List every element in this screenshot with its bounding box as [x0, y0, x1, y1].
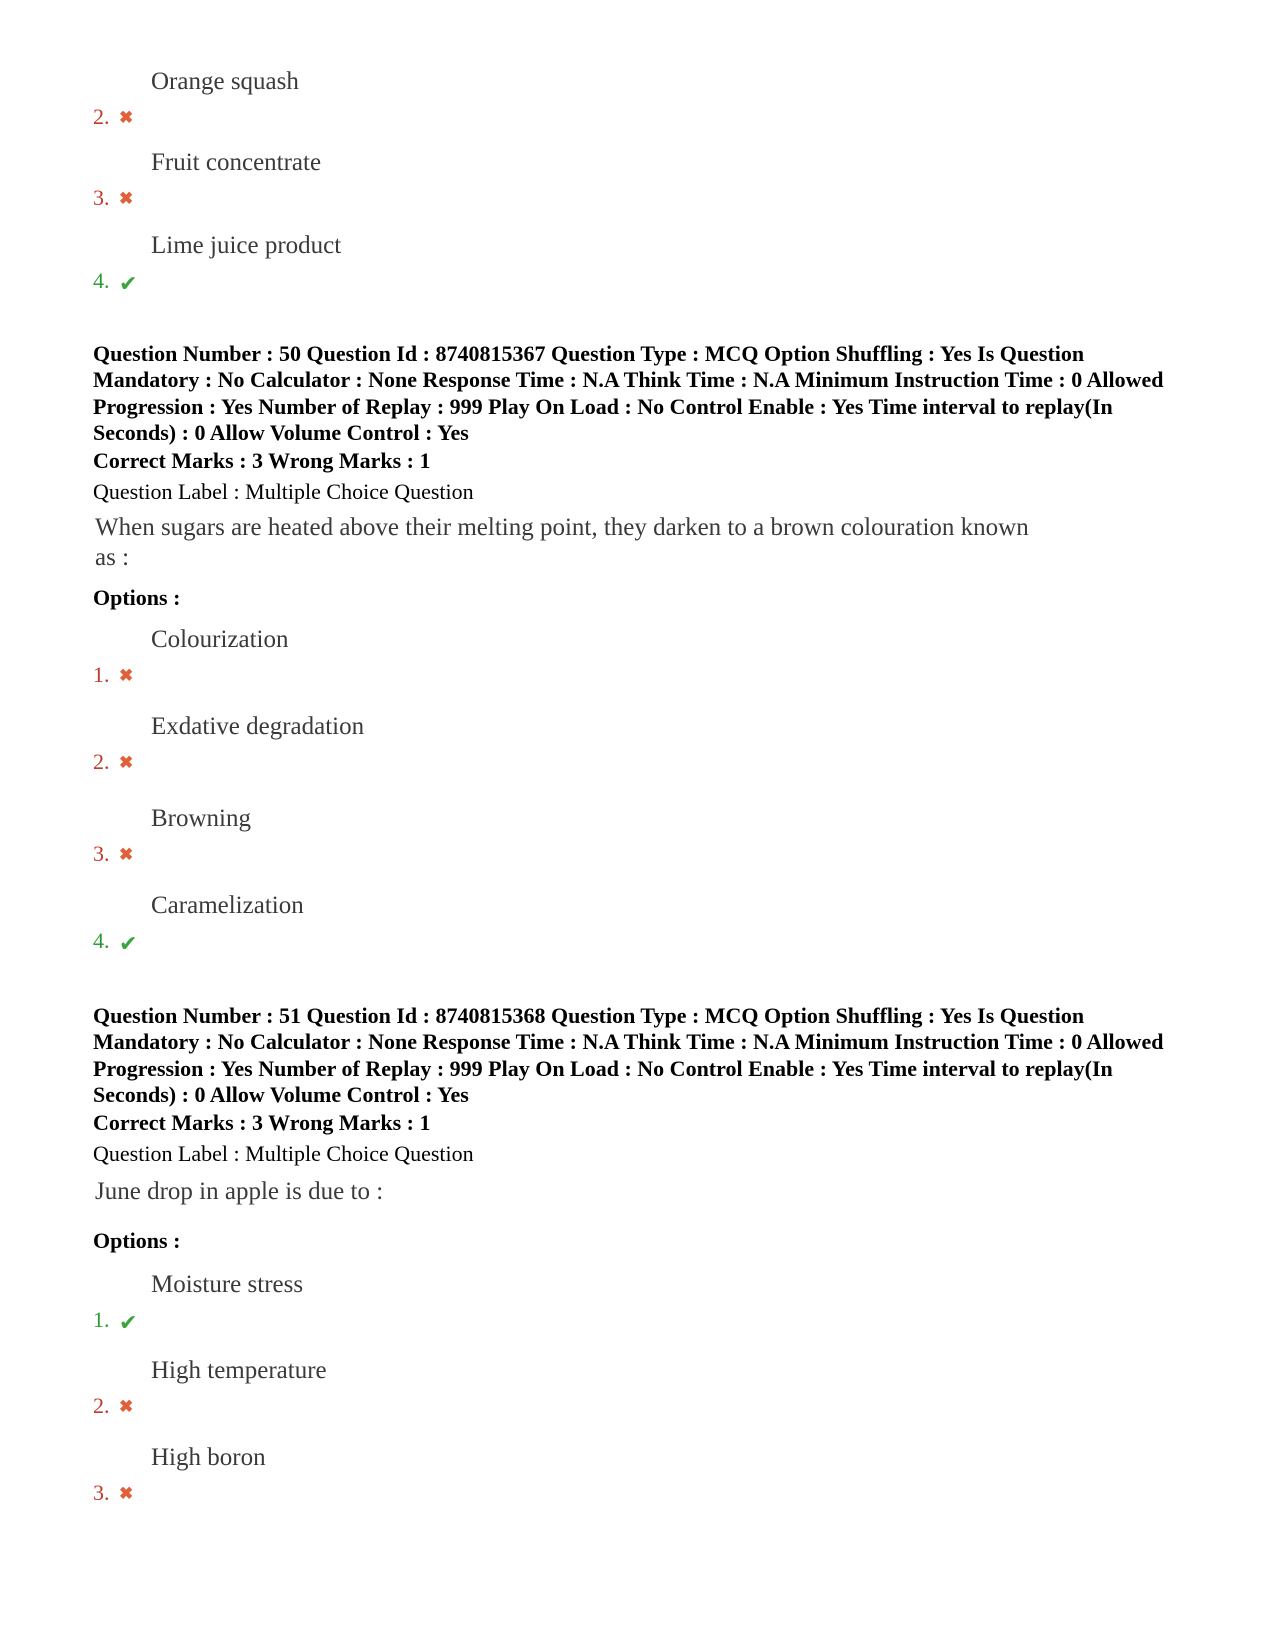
cross-icon: ✖ — [119, 845, 134, 864]
option-number: 4. — [93, 268, 110, 293]
option-text: High temperature — [151, 1357, 327, 1384]
option-item — [93, 1357, 793, 1417]
question-text: When sugars are heated above their melting point, they darken to a brown colouration known as : — [95, 514, 1029, 571]
question-label: Question Label : Multiple Choice Question — [93, 1141, 474, 1166]
option-text: Exdative degradation — [151, 713, 365, 740]
option-number: 1. — [93, 662, 110, 687]
option-number: 2. — [93, 749, 110, 774]
option-text: High boron — [151, 1444, 266, 1471]
question-text: June drop in apple is due to : — [95, 1178, 384, 1205]
option-item — [93, 68, 793, 128]
options-heading: Options : — [93, 1228, 181, 1253]
option-text: Lime juice product — [151, 232, 342, 259]
option-text: Orange squash — [151, 68, 299, 95]
option-item — [93, 1271, 793, 1335]
question-marks: Correct Marks : 3 Wrong Marks : 1 — [93, 448, 431, 473]
question-meta: Question Number : 50 Question Id : 8740815367 Question Type : MCQ Option Shuffling : Yes Is Question Mandatory : No Calculator : None Response Time : N.A Think Time : N.A Minimum Instruction Time : 0 Allowed Progression : Yes Number of Replay : 999 Play On Load : No Control Enable : Yes Time interval to replay(In Seconds) : 0 Allow Volume Control : Yes — [93, 341, 1164, 445]
option-item — [93, 805, 793, 865]
checkmark-icon: ✔ — [119, 931, 138, 956]
option-number: 4. — [93, 928, 110, 953]
cross-icon: ✖ — [119, 1397, 134, 1416]
option-number: 2. — [93, 104, 110, 129]
option-number: 3. — [93, 185, 110, 210]
option-text: Caramelization — [151, 892, 304, 919]
options-heading: Options : — [93, 585, 181, 610]
option-item — [93, 1444, 793, 1504]
cross-icon: ✖ — [119, 1484, 134, 1503]
option-text: Fruit concentrate — [151, 149, 322, 176]
option-text: Colourization — [151, 626, 289, 653]
cross-icon: ✖ — [119, 108, 134, 127]
question-meta: Question Number : 51 Question Id : 8740815368 Question Type : MCQ Option Shuffling : Yes Is Question Mandatory : No Calculator : None Response Time : N.A Think Time : N.A Minimum Instruction Time : 0 Allowed Progression : Yes Number of Replay : 999 Play On Load : No Control Enable : Yes Time interval to replay(In Seconds) : 0 Allow Volume Control : Yes — [93, 1003, 1164, 1107]
option-number: 1. — [93, 1307, 110, 1332]
cross-icon: ✖ — [119, 666, 134, 685]
checkmark-icon: ✔ — [119, 271, 138, 296]
option-item — [93, 713, 793, 773]
option-item — [93, 892, 793, 956]
option-text: Browning — [151, 805, 251, 832]
cross-icon: ✖ — [119, 189, 134, 208]
option-number: 3. — [93, 841, 110, 866]
question-marks: Correct Marks : 3 Wrong Marks : 1 — [93, 1110, 431, 1135]
option-item — [93, 626, 793, 686]
question-label: Question Label : Multiple Choice Question — [93, 479, 474, 504]
option-number: 3. — [93, 1480, 110, 1505]
option-item — [93, 149, 793, 209]
option-number: 2. — [93, 1393, 110, 1418]
cross-icon: ✖ — [119, 753, 134, 772]
checkmark-icon: ✔ — [119, 1310, 138, 1335]
option-text: Moisture stress — [151, 1271, 304, 1298]
option-item — [93, 232, 793, 296]
